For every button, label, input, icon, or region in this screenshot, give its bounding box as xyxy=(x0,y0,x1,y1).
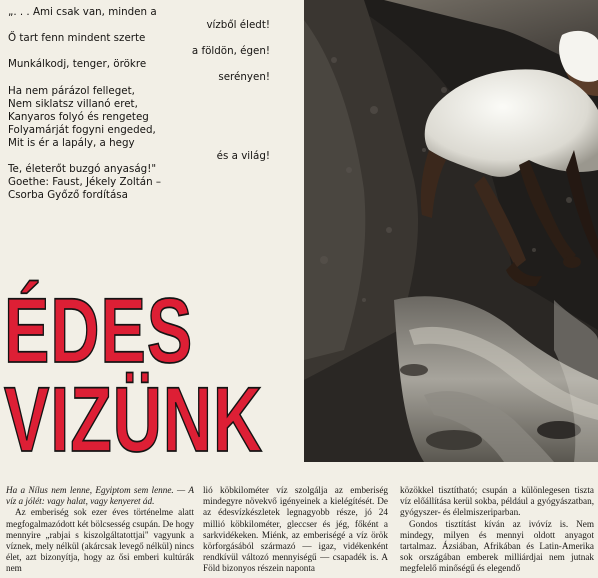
poem-line: Mit is ér a lapály, a hegy xyxy=(8,136,135,149)
poem-line: serényen! xyxy=(218,71,270,84)
poem-line: „. . . Ami csak van, minden a xyxy=(8,6,157,18)
poem-line: a földön, égen! xyxy=(191,45,270,58)
headline-word-vizunk: VIZÜNK xyxy=(4,368,264,472)
lead-paragraph: Ha a Nílus nem lenne, Egyiptom sem lenne. — A víz a jólét: vagy halat, vagy kenyeret ád. xyxy=(6,485,194,507)
poem-line: és a világ! xyxy=(216,150,270,163)
poem-attribution xyxy=(8,176,270,202)
article-column-3 xyxy=(400,485,594,575)
photo-man-at-water-channel xyxy=(304,0,598,462)
poem-line: Ő tart fenn mindent szerte xyxy=(8,32,146,45)
attribution-line: Goethe: Faust, Jékely Zoltán – xyxy=(8,176,162,188)
body-paragraph: lió köbkilométer víz szolgálja az emberiség mindegyre növekvő igényeinek a kielégítését. De az édesvízkészletek legnagyobb része, jó 24 millió köbkilométer, gleccser és jég, főként a sarkvidékeken. Miénk, az emberiségé a víz örök körforgásából származó — igaz, vidékenként rendkívül változó mennyiségű — csapadék is. A Föld bizonyos részein naponta xyxy=(203,485,388,574)
poem-line: Munkálkodj, tenger, örökre xyxy=(8,58,147,71)
article-column-2 xyxy=(203,485,388,575)
poem-line: vízből éledt! xyxy=(206,19,270,32)
body-paragraph: Az emberiség sok ezer éves történelme alatt megfogalmazódott két bölcsesség csupán. De hogy mennyire „rabjai s kiszolgáltatottjai" vagyunk a víznek, mely nélkül (akárcsak levegő nélkül) nincs élet, azt bizonyítja, hogy az ősi emberi kultúrák nem xyxy=(6,507,194,574)
article-column-1 xyxy=(6,485,194,575)
poem-line: Nem siklatsz villanó eret, xyxy=(8,97,138,110)
body-paragraph: közökkel tisztítható; csupán a különlegesen tiszta víz előállítása kerül sokba, például a gyógyászatban, gyógyszer- és élelmiszeriparban. xyxy=(400,485,594,518)
poem-line: Ha nem párázol felleget, xyxy=(8,84,135,97)
poem-line: Folyamárját fogyni engeded, xyxy=(8,123,156,136)
poem-line: Te, életerőt buzgó anyaság!" xyxy=(8,163,157,176)
attribution-line: Csorba Győző fordítása xyxy=(8,189,128,202)
poem-epigraph xyxy=(8,6,270,176)
poem-line: Kanyaros folyó és rengeteg xyxy=(8,110,149,123)
headline-word-edes: ÉDES xyxy=(4,279,194,383)
body-paragraph: Gondos tisztítást kíván az ivóvíz is. Nem mindegy, milyen és mennyi oldott anyagot tartalmaz. Ázsiában, Afrikában és Latin-Amerika sok országában emberek milliárdjai nem jutnak megfelelő minőségű és elegendő xyxy=(400,518,594,574)
